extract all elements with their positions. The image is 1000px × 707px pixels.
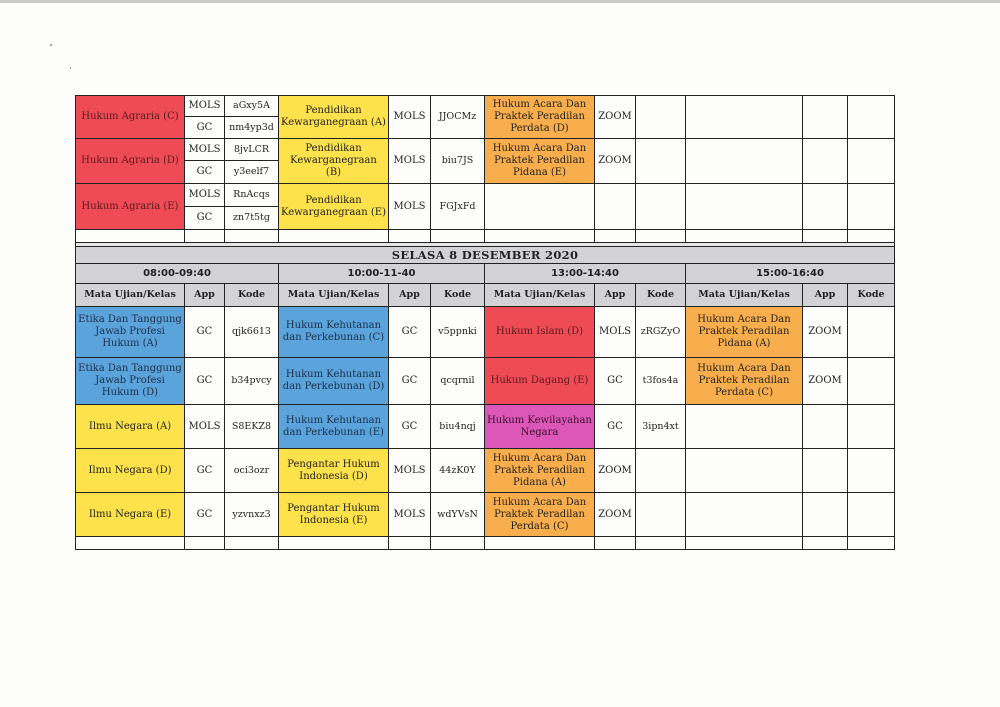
subject-cell: Hukum Acara Dan Praktek Peradilan Pidana (A)	[686, 307, 803, 358]
code-cell: t3fos4a	[636, 358, 686, 405]
app-cell: MOLS	[185, 184, 225, 207]
app-cell: GC	[185, 161, 225, 184]
code-cell	[636, 184, 686, 230]
code-cell: nm4yp3d	[225, 117, 279, 139]
subject-cell: Pengantar Hukum Indonesia (E)	[279, 493, 389, 537]
column-header-row	[76, 284, 895, 307]
header-app: App	[595, 284, 636, 307]
table-row	[76, 96, 895, 117]
subject-cell: Hukum Agraria (C)	[76, 96, 185, 139]
app-cell: ZOOM	[595, 139, 636, 184]
app-cell: GC	[389, 405, 431, 449]
header-app: App	[389, 284, 431, 307]
subject-cell	[686, 405, 803, 449]
code-cell: biu4nqj	[431, 405, 485, 449]
scan-edge	[0, 0, 1000, 3]
app-cell: GC	[389, 307, 431, 358]
subject-cell: Hukum Acara Dan Praktek Peradilan Perdata (C)	[485, 493, 595, 537]
header-code: Kode	[848, 284, 895, 307]
app-cell: GC	[185, 307, 225, 358]
app-cell: MOLS	[389, 184, 431, 230]
app-cell: GC	[595, 358, 636, 405]
table-row	[76, 358, 895, 405]
app-cell: GC	[185, 358, 225, 405]
table-row	[76, 307, 895, 358]
subject-cell: Hukum Acara Dan Praktek Peradilan Perdata (D)	[485, 96, 595, 139]
app-cell: MOLS	[389, 139, 431, 184]
code-cell: y3eelf7	[225, 161, 279, 184]
subject-cell: Hukum Kehutanan dan Perkebunan (C)	[279, 307, 389, 358]
code-cell: wdYVsN	[431, 493, 485, 537]
app-cell: ZOOM	[595, 493, 636, 537]
table-row	[76, 184, 895, 207]
app-cell	[595, 184, 636, 230]
app-cell: GC	[185, 493, 225, 537]
subject-cell	[686, 449, 803, 493]
code-cell	[848, 96, 895, 139]
subject-cell: Hukum Kehutanan dan Perkebunan (D)	[279, 358, 389, 405]
header-subject: Mata Ujian/Kelas	[485, 284, 595, 307]
code-cell	[848, 307, 895, 358]
time-slot-2: 10:00-11-40	[279, 264, 485, 284]
app-cell: ZOOM	[595, 449, 636, 493]
code-cell: qjk6613	[225, 307, 279, 358]
subject-cell: Etika Dan Tanggung Jawab Profesi Hukum (A)	[76, 307, 185, 358]
subject-cell: Hukum Acara Dan Praktek Peradilan Pidana (A)	[485, 449, 595, 493]
code-cell	[636, 96, 686, 139]
code-cell	[848, 358, 895, 405]
code-cell	[848, 449, 895, 493]
header-code: Kode	[225, 284, 279, 307]
code-cell: oci3ozr	[225, 449, 279, 493]
table-row	[76, 139, 895, 161]
code-cell: S8EKZ8	[225, 405, 279, 449]
app-cell: MOLS	[595, 307, 636, 358]
table-row	[76, 405, 895, 449]
app-cell	[803, 184, 848, 230]
subject-cell	[686, 139, 803, 184]
code-cell	[848, 184, 895, 230]
table-row	[76, 493, 895, 537]
app-cell	[803, 405, 848, 449]
header-subject: Mata Ujian/Kelas	[279, 284, 389, 307]
subject-cell	[686, 184, 803, 230]
code-cell: qcqrnil	[431, 358, 485, 405]
app-cell: MOLS	[389, 493, 431, 537]
app-cell: GC	[595, 405, 636, 449]
time-slot-1: 08:00-09:40	[76, 264, 279, 284]
code-cell: RnAcqs	[225, 184, 279, 207]
code-cell: FGJxFd	[431, 184, 485, 230]
app-cell: GC	[185, 117, 225, 139]
app-cell	[803, 493, 848, 537]
empty-row	[76, 537, 895, 550]
app-cell: MOLS	[389, 96, 431, 139]
subject-cell: Pendidikan Kewarganegraan (E)	[279, 184, 389, 230]
subject-cell: Hukum Acara Dan Praktek Peradilan Perdata (C)	[686, 358, 803, 405]
header-app: App	[185, 284, 225, 307]
code-cell	[636, 139, 686, 184]
subject-cell: Ilmu Negara (A)	[76, 405, 185, 449]
day-title: SELASA 8 DESEMBER 2020	[76, 247, 895, 264]
code-cell: aGxy5A	[225, 96, 279, 117]
code-cell: 3ipn4xt	[636, 405, 686, 449]
app-cell: GC	[389, 358, 431, 405]
app-cell: ZOOM	[803, 307, 848, 358]
header-code: Kode	[636, 284, 686, 307]
subject-cell: Pengantar Hukum Indonesia (D)	[279, 449, 389, 493]
day-header-row	[76, 247, 895, 264]
app-cell: ZOOM	[595, 96, 636, 139]
subject-cell: Hukum Dagang (E)	[485, 358, 595, 405]
header-subject: Mata Ujian/Kelas	[76, 284, 185, 307]
code-cell	[848, 405, 895, 449]
table-row	[76, 449, 895, 493]
scan-speck	[70, 67, 71, 69]
header-app: App	[803, 284, 848, 307]
app-cell	[803, 139, 848, 184]
code-cell: b34pvcy	[225, 358, 279, 405]
time-slot-row	[76, 264, 895, 284]
code-cell	[848, 493, 895, 537]
time-slot-3: 13:00-14:40	[485, 264, 686, 284]
code-cell: biu7JS	[431, 139, 485, 184]
empty-row	[76, 230, 895, 243]
header-code: Kode	[431, 284, 485, 307]
subject-cell: Hukum Agraria (D)	[76, 139, 185, 184]
app-cell	[803, 449, 848, 493]
subject-cell: Ilmu Negara (D)	[76, 449, 185, 493]
time-slot-4: 15:00-16:40	[686, 264, 895, 284]
exam-schedule-table	[75, 95, 895, 550]
header-subject: Mata Ujian/Kelas	[686, 284, 803, 307]
subject-cell: Hukum Kehutanan dan Perkebunan (E)	[279, 405, 389, 449]
subject-cell: Hukum Acara Dan Praktek Peradilan Pidana (E)	[485, 139, 595, 184]
code-cell	[636, 449, 686, 493]
code-cell: 8jvLCR	[225, 139, 279, 161]
subject-cell	[485, 184, 595, 230]
code-cell: JJOCMz	[431, 96, 485, 139]
app-cell: MOLS	[185, 139, 225, 161]
code-cell: v5ppnki	[431, 307, 485, 358]
app-cell: GC	[185, 207, 225, 230]
subject-cell: Pendidikan Kewarganegraan (B)	[279, 139, 389, 184]
code-cell: zn7t5tg	[225, 207, 279, 230]
app-cell	[803, 96, 848, 139]
subject-cell: Hukum Kewilayahan Negara	[485, 405, 595, 449]
subject-cell	[686, 493, 803, 537]
app-cell: MOLS	[185, 405, 225, 449]
app-cell: ZOOM	[803, 358, 848, 405]
app-cell: MOLS	[389, 449, 431, 493]
subject-cell: Pendidikan Kewarganegraan (A)	[279, 96, 389, 139]
code-cell: yzvnxz3	[225, 493, 279, 537]
subject-cell: Ilmu Negara (E)	[76, 493, 185, 537]
subject-cell	[686, 96, 803, 139]
subject-cell: Hukum Agraria (E)	[76, 184, 185, 230]
subject-cell: Etika Dan Tanggung Jawab Profesi Hukum (D)	[76, 358, 185, 405]
code-cell: 44zK0Y	[431, 449, 485, 493]
code-cell	[848, 139, 895, 184]
app-cell: GC	[185, 449, 225, 493]
code-cell: zRGZyO	[636, 307, 686, 358]
scan-speck	[50, 44, 52, 46]
subject-cell: Hukum Islam (D)	[485, 307, 595, 358]
app-cell: MOLS	[185, 96, 225, 117]
code-cell	[636, 493, 686, 537]
